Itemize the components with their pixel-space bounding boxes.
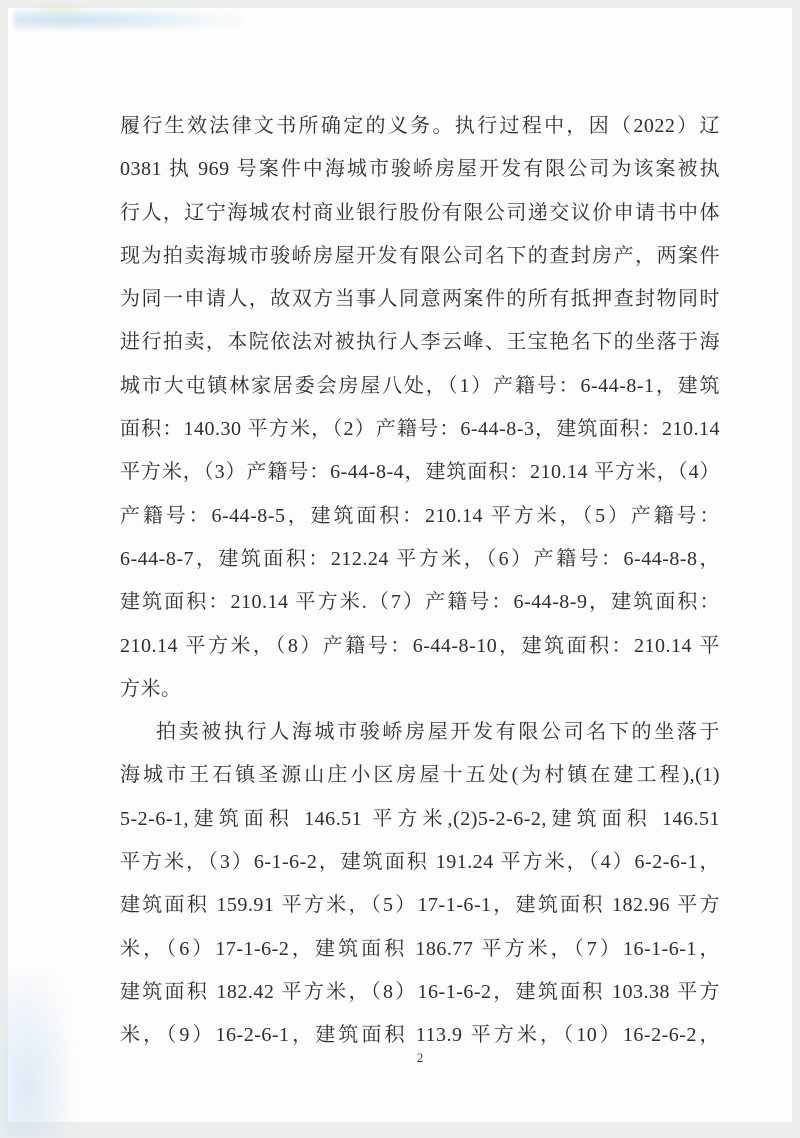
text-line: 拍卖被执行人海城市骏峤房屋开发有限公司名下的坐落于	[156, 721, 720, 744]
text-block	[120, 105, 720, 1058]
text-line: 产籍号：6-44-8-5，建筑面积：210.14 平方米，（5）产籍号：	[120, 504, 720, 527]
text-line: 方米。	[120, 677, 182, 700]
scan-smudge-artifact-bottom-left	[2, 970, 74, 1138]
text-line: 5-2-6-1,建筑面积 146.51 平方米,(2)5-2-6-2,建筑面积 146.51	[120, 807, 720, 830]
text-line: 面积：140.30 平方米，（2）产籍号：6-44-8-3，建筑面积：210.14	[120, 418, 720, 441]
text-line: 建筑面积：210.14 平方米.（7）产籍号：6-44-8-9，建筑面积：	[120, 591, 720, 614]
text-line: 米，（9）16-2-6-1，建筑面积 113.9 平方米，（10）16-2-6-2，	[120, 1024, 720, 1047]
text-line: 为同一申请人，故双方当事人同意两案件的所有抵押查封物同时	[120, 288, 720, 311]
text-line: 0381 执 969 号案件中海城市骏峤房屋开发有限公司为该案被执	[120, 158, 720, 181]
scan-smudge-artifact-top-green	[30, 5, 90, 15]
text-line: 履行生效法律文书所确定的义务。执行过程中，因（2022）辽	[120, 115, 720, 137]
document-page	[8, 8, 792, 1122]
text-line: 现为拍卖海城市骏峤房屋开发有限公司名下的查封房产，两案件	[120, 244, 720, 267]
text-line: 海城市王石镇圣源山庄小区房屋十五处(为村镇在建工程),(1)	[120, 764, 720, 787]
text-line: 城市大屯镇林家居委会房屋八处，（1）产籍号：6-44-8-1，建筑	[120, 374, 720, 397]
page-number: 2	[416, 1050, 424, 1065]
text-line: 210.14 平方米，（8）产籍号：6-44-8-10，建筑面积：210.14 平	[120, 634, 720, 657]
text-line: 建筑面积 159.91 平方米，（5）17-1-6-1，建筑面积 182.96 平方	[120, 894, 720, 917]
text-line: 平方米，（3）产籍号：6-44-8-4，建筑面积：210.14 平方米，（4）	[120, 461, 720, 484]
text-line: 进行拍卖，本院依法对被执行人李云峰、王宝艳名下的坐落于海	[120, 331, 720, 354]
text-line: 米，（6）17-1-6-2，建筑面积 186.77 平方米，（7）16-1-6-1，	[120, 937, 720, 960]
scan-smudge-artifact-top	[14, 8, 244, 30]
text-line: 行人，辽宁海城农村商业银行股份有限公司递交议价申请书中体	[120, 201, 720, 224]
text-line: 建筑面积 182.42 平方米，（8）16-1-6-2，建筑面积 103.38 平方	[120, 980, 720, 1003]
text-line: 平方米，（3）6-1-6-2，建筑面积 191.24 平方米，（4）6-2-6-1，	[120, 851, 720, 874]
text-line: 6-44-8-7，建筑面积：212.24 平方米，（6）产籍号：6-44-8-8，	[120, 547, 720, 570]
